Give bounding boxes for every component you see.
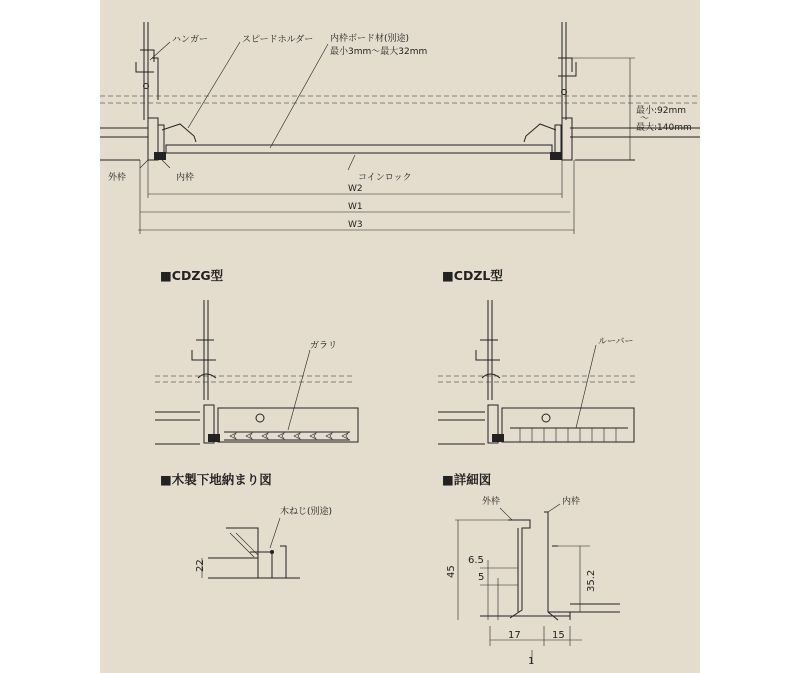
cdzg-section [155, 300, 358, 444]
right-hanger [558, 22, 576, 120]
outer-frame-label: 外枠 [108, 173, 127, 183]
height-max-label: 最大:140mm [636, 123, 692, 133]
dimension-17: 17 [508, 630, 521, 641]
detail-title: ■詳細図 [442, 472, 492, 487]
detail-inner-frame-label: 内枠 [562, 497, 581, 507]
cdzl-title: ■CDZL型 [442, 268, 503, 283]
technical-drawing [100, 0, 700, 673]
w1-dimension-label: W1 [348, 202, 363, 212]
wood-detail [202, 518, 300, 578]
cdzl-section [438, 300, 635, 444]
coin-lock-label: コインロック [358, 173, 412, 183]
w3-dimension-label: W3 [348, 220, 363, 230]
louver-label: ルーバー [598, 337, 634, 347]
wood-screw-label: 木ねじ(別途) [280, 507, 333, 517]
dimension-35-2: 35.2 [586, 569, 597, 592]
dimension-45: 45 [446, 565, 457, 578]
wood-dimension-22: 22 [195, 559, 206, 572]
dimension-6-5: 6.5 [468, 555, 484, 566]
grille-label: ガラリ [310, 341, 338, 351]
speed-holder-label: スピードホルダー [242, 35, 314, 45]
hanger-label: ハンガー [172, 35, 209, 45]
dimension-15: 15 [552, 630, 565, 641]
inner-board-thickness-label: 最小3mm～最大32mm [330, 47, 428, 57]
w2-dimension-label: W2 [348, 184, 363, 194]
height-min-label: 最小:92mm [636, 106, 687, 116]
inner-board-label: 内枠ボード材(別途) [330, 34, 410, 44]
dimension-1: 1 [528, 656, 535, 667]
left-hanger [136, 22, 158, 120]
height-tilde-label: ～ [640, 114, 650, 124]
drawing-sheet [100, 0, 700, 673]
cdzg-title: ■CDZG型 [160, 268, 224, 283]
detail-outer-frame-label: 外枠 [482, 497, 501, 507]
wood-title: ■木製下地納まり図 [160, 472, 272, 487]
dimension-5: 5 [478, 572, 485, 583]
inner-frame-label: 内枠 [176, 173, 195, 183]
